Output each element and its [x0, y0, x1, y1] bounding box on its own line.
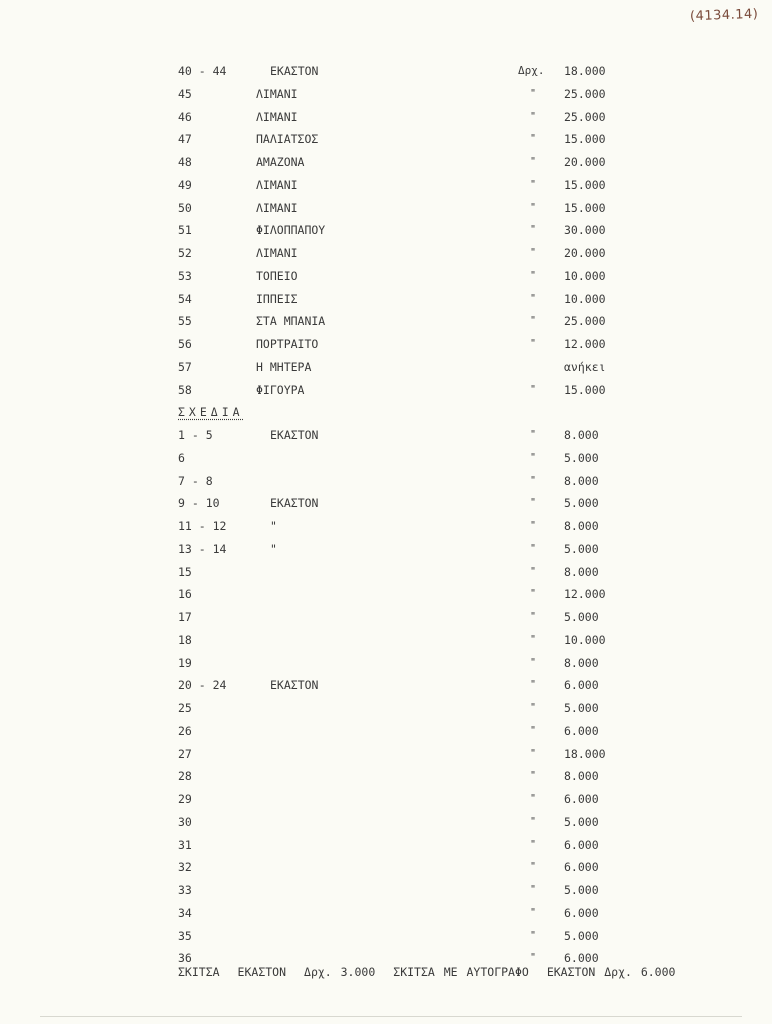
currency-mark: ": [530, 770, 537, 782]
item-number: 29: [178, 792, 192, 806]
item-number: 57: [178, 359, 192, 374]
item-number: 27: [178, 746, 192, 761]
list-item: [0, 652, 772, 675]
item-price: 20.000: [564, 155, 606, 169]
item-price: 15.000: [564, 200, 606, 215]
list-item: [0, 356, 772, 379]
page-bottom-edge: [40, 1016, 742, 1017]
list-item: [0, 583, 772, 606]
item-number: 7 - 8: [178, 473, 213, 488]
list-item: [0, 561, 772, 584]
item-title: ΙΠΠΕΙΣ: [256, 291, 298, 306]
currency-mark: ": [530, 133, 537, 145]
item-number: 53: [178, 268, 192, 283]
list-item: [0, 83, 772, 106]
item-title: ΕΚΑΣΤΟΝ: [270, 64, 319, 78]
list-item: [0, 492, 772, 515]
currency-mark: ": [530, 747, 537, 759]
item-title: ΛΙΜΑΝΙ: [256, 86, 298, 101]
item-price: 6.000: [564, 792, 599, 806]
currency-mark: ": [530, 611, 537, 622]
item-price: 6.000: [564, 678, 599, 693]
item-price: 8.000: [564, 428, 599, 442]
item-number: 58: [178, 382, 192, 397]
list-item: [0, 925, 772, 948]
item-price: 18.000: [564, 746, 606, 761]
list-item: [0, 333, 772, 356]
currency-mark: ": [530, 429, 537, 440]
list-item: [0, 674, 772, 697]
footer-segment: ΕΚΑΣΤΟΝ Δρχ. 6.000: [546, 965, 676, 979]
item-number: 17: [178, 610, 192, 624]
item-title: ΕΚΑΣΤΟΝ: [270, 496, 319, 511]
footer-segment: ΕΚΑΣΤΟΝ: [237, 965, 287, 979]
item-price: 6.000: [564, 951, 599, 966]
list-item: [0, 606, 772, 629]
footer-segment: Δρχ. 3.000: [304, 965, 376, 979]
item-price: 30.000: [564, 223, 606, 238]
item-number: 35: [178, 928, 192, 943]
list-item: [0, 720, 772, 743]
item-number: 13 - 14: [178, 541, 227, 556]
list-item: [0, 106, 772, 129]
item-price: 6.000: [564, 723, 599, 738]
item-price: 5.000: [564, 883, 599, 897]
currency-mark: ": [530, 588, 537, 600]
list-item: [0, 310, 772, 333]
item-price: 15.000: [564, 132, 606, 147]
item-price: 15.000: [564, 382, 606, 397]
list-item: [0, 743, 772, 766]
item-number: 25: [178, 701, 192, 715]
list-item: [0, 515, 772, 538]
item-title: ΠΑΛΙΑΤΣΟΣ: [256, 132, 319, 147]
currency-mark: ": [530, 884, 537, 895]
currency-mark: ": [530, 861, 537, 873]
item-title: ΛΙΜΑΝΙ: [256, 200, 298, 215]
list-item: [0, 629, 772, 652]
item-number: 36: [178, 951, 192, 966]
list-item: [0, 242, 772, 265]
item-price: 5.000: [564, 496, 599, 511]
item-price: 5.000: [564, 701, 599, 715]
list-item: [0, 424, 772, 447]
item-price: 12.000: [564, 587, 606, 602]
item-number: 45: [178, 86, 192, 101]
list-item: [0, 174, 772, 197]
item-price: 8.000: [564, 519, 599, 533]
currency-mark: ": [530, 724, 537, 736]
item-price: 5.000: [564, 814, 599, 829]
currency-mark: ": [530, 702, 537, 713]
list-item: [0, 219, 772, 242]
item-title: ΛΙΜΑΝΙ: [256, 109, 298, 124]
currency-mark: ": [530, 838, 537, 850]
item-title: ΦΙΛΟΠΠΑΠΟΥ: [256, 223, 326, 238]
item-price: 12.000: [564, 337, 606, 351]
currency-mark: ": [530, 110, 537, 122]
item-price: 5.000: [564, 610, 599, 624]
footer-segment: ΣΚΙΤΣΑ: [178, 965, 220, 979]
item-price: 5.000: [564, 450, 599, 465]
item-number: 50: [178, 200, 192, 215]
item-number: 52: [178, 246, 192, 260]
currency-mark: ": [530, 497, 537, 509]
currency-mark: ": [530, 451, 537, 463]
currency-mark: ": [530, 224, 537, 236]
section-title: ΣΧΕΔΙΑ: [178, 405, 244, 420]
currency-mark: ": [530, 178, 537, 190]
currency-mark: ": [530, 156, 537, 167]
section-heading: [0, 401, 772, 424]
item-title: ": [270, 519, 277, 533]
list-item: [0, 128, 772, 151]
item-number: 15: [178, 564, 192, 579]
item-price: 8.000: [564, 564, 599, 579]
currency-mark: ": [530, 520, 537, 531]
currency-mark: ": [530, 542, 537, 554]
item-number: 40 - 44: [178, 64, 227, 78]
list-item: [0, 765, 772, 788]
item-price: 6.000: [564, 905, 599, 920]
currency-mark: Δρχ.: [518, 64, 545, 77]
currency-mark: ": [530, 474, 537, 486]
list-item: [0, 697, 772, 720]
item-title: ΛΙΜΑΝΙ: [256, 177, 298, 192]
handwritten-reference-note: (4134.14): [689, 6, 759, 25]
item-number: 46: [178, 109, 192, 124]
footer-segment: ΣΚΙΤΣΑ ΜΕ ΑΥΤΟΓΡΑΦΟ: [393, 965, 529, 979]
item-price: 25.000: [564, 109, 606, 124]
item-number: 47: [178, 132, 192, 147]
currency-mark: ": [530, 315, 537, 327]
item-title: ΤΟΠΕΙΟ: [256, 268, 298, 283]
currency-mark: ": [530, 952, 537, 964]
item-number: 20 - 24: [178, 678, 227, 693]
item-number: 32: [178, 860, 192, 875]
item-number: 11 - 12: [178, 519, 227, 533]
item-number: 28: [178, 769, 192, 784]
item-title: ΦΙΓΟΥΡΑ: [256, 382, 305, 397]
currency-mark: ": [530, 565, 537, 577]
item-number: 31: [178, 837, 192, 852]
currency-mark: ": [530, 383, 537, 395]
currency-mark: ": [530, 906, 537, 918]
item-price: 10.000: [564, 291, 606, 306]
item-number: 1 - 5: [178, 428, 213, 442]
item-number: 16: [178, 587, 192, 602]
list-item: [0, 197, 772, 220]
item-price: 8.000: [564, 473, 599, 488]
currency-mark: ": [530, 247, 537, 258]
list-item: [0, 834, 772, 857]
price-list: [0, 60, 772, 970]
item-number: 19: [178, 655, 192, 670]
item-number: 30: [178, 814, 192, 829]
item-price: 6.000: [564, 837, 599, 852]
item-price: 8.000: [564, 655, 599, 670]
footer-line: [178, 965, 693, 979]
item-price: 25.000: [564, 86, 606, 101]
list-item: [0, 788, 772, 811]
item-price: 15.000: [564, 177, 606, 192]
list-item: [0, 902, 772, 925]
item-price: 6.000: [564, 860, 599, 875]
list-item: [0, 60, 772, 83]
item-price: 10.000: [564, 268, 606, 283]
item-title: ΠΟΡΤΡΑΙΤΟ: [256, 337, 319, 351]
item-price: 20.000: [564, 246, 606, 260]
item-number: 18: [178, 632, 192, 647]
item-price: 5.000: [564, 928, 599, 943]
item-number: 54: [178, 291, 192, 306]
item-title: Η ΜΗΤΕΡΑ: [256, 359, 312, 374]
list-item: [0, 379, 772, 402]
currency-mark: ": [530, 338, 537, 349]
item-number: 55: [178, 314, 192, 329]
item-number: 56: [178, 337, 192, 351]
item-title: ": [270, 541, 277, 556]
currency-mark: ": [530, 292, 537, 304]
list-item: [0, 470, 772, 493]
item-number: 48: [178, 155, 192, 169]
item-number: 49: [178, 177, 192, 192]
currency-mark: ": [530, 269, 537, 281]
currency-mark: ": [530, 87, 537, 99]
item-price: 8.000: [564, 769, 599, 784]
item-price: ανήκει: [564, 359, 606, 374]
currency-mark: ": [530, 793, 537, 804]
item-number: 26: [178, 723, 192, 738]
item-title: ΕΚΑΣΤΟΝ: [270, 678, 319, 693]
currency-mark: ": [530, 679, 537, 691]
list-item: [0, 811, 772, 834]
list-item: [0, 856, 772, 879]
item-number: 51: [178, 223, 192, 238]
item-number: 9 - 10: [178, 496, 220, 511]
item-price: 25.000: [564, 314, 606, 329]
currency-mark: ": [530, 201, 537, 213]
currency-mark: ": [530, 633, 537, 645]
item-title: ΑΜΑΖΟΝΑ: [256, 155, 305, 169]
list-item: [0, 879, 772, 902]
currency-mark: ": [530, 929, 537, 941]
item-price: 5.000: [564, 541, 599, 556]
item-title: ΛΙΜΑΝΙ: [256, 246, 298, 260]
item-title: ΕΚΑΣΤΟΝ: [270, 428, 319, 442]
item-price: 10.000: [564, 632, 606, 647]
list-item: [0, 447, 772, 470]
list-item: [0, 538, 772, 561]
item-title: ΣΤΑ ΜΠΑΝΙΑ: [256, 314, 326, 329]
list-item: [0, 288, 772, 311]
item-number: 6: [178, 450, 185, 465]
list-item: [0, 151, 772, 174]
currency-mark: ": [530, 815, 537, 827]
item-number: 33: [178, 883, 192, 897]
item-price: 18.000: [564, 64, 606, 78]
item-number: 34: [178, 905, 192, 920]
currency-mark: ": [530, 656, 537, 668]
list-item: [0, 265, 772, 288]
